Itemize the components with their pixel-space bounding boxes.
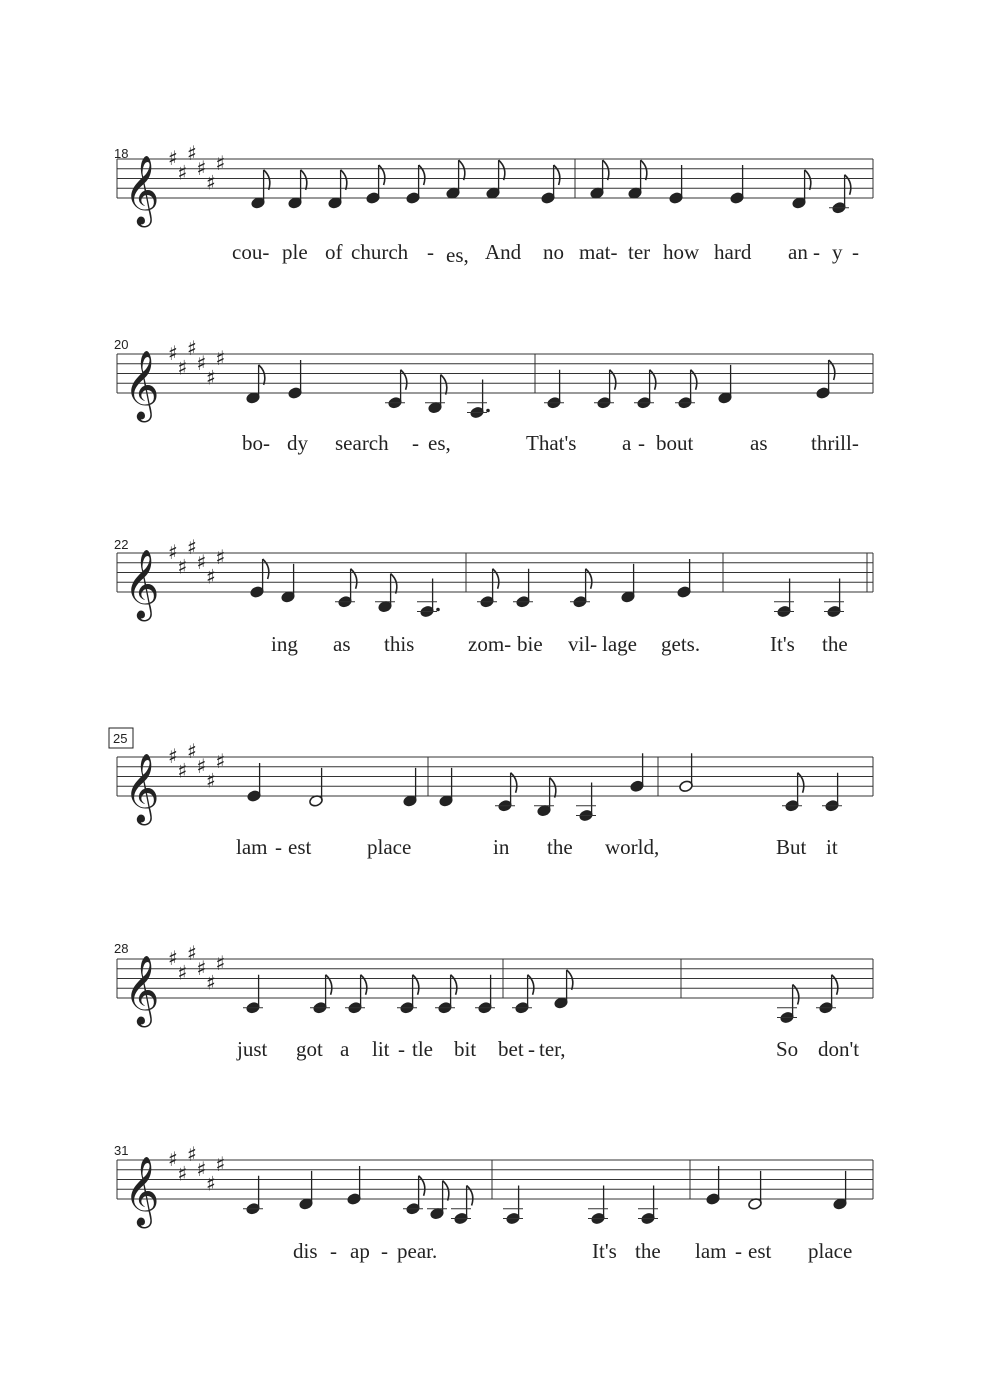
note-flag: [379, 165, 385, 185]
lyric-hyphen: -: [735, 1239, 742, 1263]
note-flag: [832, 975, 838, 995]
staff-system: [117, 1142, 873, 1228]
note-flag: [511, 773, 517, 793]
lyric-syllable: es,: [446, 243, 469, 267]
measure-number-20: 20: [114, 337, 129, 352]
note-flag: [443, 1181, 449, 1201]
lyric-syllable: gets.: [661, 632, 701, 656]
lyric-syllable: church: [351, 240, 409, 264]
sharp-icon: ♯: [196, 155, 207, 180]
lyric-syllable: dis: [293, 1239, 318, 1263]
lyric-syllable: bout: [656, 431, 694, 455]
sharp-icon: ♯: [206, 564, 216, 589]
lyric-syllable: no: [543, 240, 564, 264]
staff-system: [117, 941, 873, 1027]
lyric-syllable: bo-: [242, 431, 270, 455]
sharp-icon: ♯: [187, 141, 197, 166]
sharp-icon: ♯: [215, 748, 226, 773]
staff-system: [117, 336, 873, 422]
note-flag: [391, 574, 397, 594]
lyric-syllable: pear.: [397, 1239, 438, 1263]
measure-number-28: 28: [114, 941, 129, 956]
sharp-icon: ♯: [206, 365, 216, 390]
note-flag: [441, 375, 447, 395]
lyric-hyphen: -: [412, 431, 419, 455]
sharp-icon: ♯: [215, 345, 226, 370]
lyric-syllable: est: [288, 835, 312, 859]
lyric-syllable: in: [493, 835, 510, 859]
note-dot: [436, 608, 440, 612]
lyric-syllable: ing: [271, 632, 298, 656]
sharp-icon: ♯: [206, 170, 216, 195]
sharp-icon: ♯: [206, 970, 216, 995]
lyric-syllable: mat-: [579, 240, 618, 264]
note-flag: [341, 170, 347, 190]
lyric-syllable: It's: [770, 632, 795, 656]
lyric-syllable: bie: [517, 632, 543, 656]
lyric-syllable: It's: [592, 1239, 617, 1263]
lyric-syllable: dy: [287, 431, 308, 455]
sharp-icon: ♯: [177, 160, 188, 185]
lyric-syllable: es,: [428, 431, 451, 455]
sharp-icon: ♯: [206, 1171, 216, 1196]
note-flag: [691, 370, 697, 390]
lyric-syllable: search: [335, 431, 389, 455]
staves: [117, 141, 873, 1228]
note-flag: [467, 1186, 473, 1206]
lyric-syllable: place: [808, 1239, 853, 1263]
sharp-icon: ♯: [177, 960, 188, 985]
note-flag: [829, 360, 835, 380]
lyric-syllable: bet: [498, 1037, 524, 1061]
note-flag: [554, 165, 560, 185]
lyric-syllable: hard: [714, 240, 752, 264]
lyric-hyphen: -: [528, 1037, 535, 1061]
note-flag: [264, 170, 270, 190]
lyric-syllable: lage: [602, 632, 637, 656]
treble-clef-icon: 𝄞: [124, 1156, 160, 1226]
note-flag: [326, 975, 332, 995]
lyric-hyphen: -: [813, 240, 820, 264]
sharp-icon: ♯: [168, 146, 178, 170]
lyric-syllable: of: [325, 240, 343, 264]
note-flag: [845, 175, 851, 195]
lyric-syllable: this: [384, 632, 415, 656]
sharp-icon: ♯: [196, 350, 207, 375]
note-flag: [528, 975, 534, 995]
lyric-syllable: the: [547, 835, 573, 859]
lyric-hyphen: -: [427, 240, 434, 264]
text-layer: [109, 146, 859, 1263]
lyric-syllable: thrill-: [811, 431, 859, 455]
lyric-syllable: as: [750, 431, 768, 455]
note-flag: [567, 970, 573, 990]
lyric-syllable: don't: [818, 1037, 860, 1061]
sharp-icon: ♯: [187, 739, 197, 764]
sharp-icon: ♯: [168, 341, 178, 365]
note-flag: [263, 559, 269, 579]
lyric-syllable: est: [748, 1239, 772, 1263]
lyric-syllable: got: [296, 1037, 323, 1061]
note-flag: [419, 1176, 425, 1196]
lyric-syllable: it: [826, 835, 838, 859]
note-flag: [650, 370, 656, 390]
music-marks: [243, 160, 851, 1225]
note-flag: [805, 170, 811, 190]
lyric-syllable: y: [832, 240, 843, 264]
sharp-icon: ♯: [215, 544, 226, 569]
lyric-hyphen: -: [398, 1037, 405, 1061]
lyric-syllable: a: [622, 431, 632, 455]
sharp-icon: ♯: [177, 758, 188, 783]
lyric-syllable: zom-: [468, 632, 512, 656]
sharp-icon: ♯: [177, 554, 188, 579]
sharp-icon: ♯: [168, 540, 178, 564]
sharp-icon: ♯: [206, 768, 216, 793]
note-flag: [493, 569, 499, 589]
measure-number-18: 18: [114, 146, 129, 161]
measure-number-25: 25: [113, 731, 128, 746]
staff-system: [117, 535, 873, 621]
sharp-icon: ♯: [187, 1142, 197, 1167]
note-flag: [798, 773, 804, 793]
sharp-icon: ♯: [187, 336, 197, 361]
lyric-hyphen: -: [381, 1239, 388, 1263]
lyric-hyphen: -: [330, 1239, 337, 1263]
lyric-syllable: just: [237, 1037, 268, 1061]
lyric-syllable: a: [340, 1037, 350, 1061]
lyric-hyphen: -: [275, 835, 282, 859]
sharp-icon: ♯: [177, 355, 188, 380]
lyric-syllable: lit: [372, 1037, 390, 1061]
note-flag: [351, 569, 357, 589]
lyric-syllable: That's: [526, 431, 577, 455]
lyric-syllable: bit: [454, 1037, 477, 1061]
lyric-syllable: lam: [695, 1239, 727, 1263]
lyric-syllable: the: [822, 632, 848, 656]
measure-number-22: 22: [114, 537, 129, 552]
note-flag: [361, 975, 367, 995]
sharp-icon: ♯: [196, 955, 207, 980]
lyric-syllable: ap: [350, 1239, 370, 1263]
sharp-icon: ♯: [196, 753, 207, 778]
sharp-icon: ♯: [168, 744, 178, 768]
treble-clef-icon: 𝄞: [124, 955, 160, 1025]
sharp-icon: ♯: [196, 549, 207, 574]
sharp-icon: ♯: [215, 950, 226, 975]
sharp-icon: ♯: [196, 1156, 207, 1181]
sharp-icon: ♯: [187, 535, 197, 560]
lyric-syllable: And: [485, 240, 522, 264]
note-flag: [641, 160, 647, 180]
treble-clef-icon: 𝄞: [124, 753, 160, 823]
lyric-syllable: vil-: [568, 632, 598, 656]
sharp-icon: ♯: [187, 941, 197, 966]
note-flag: [419, 165, 425, 185]
lyric-syllable: ter: [628, 240, 651, 264]
sharp-icon: ♯: [177, 1161, 188, 1186]
lyric-syllable: lam: [236, 835, 268, 859]
lyric-syllable: But: [776, 835, 807, 859]
note-flag: [413, 975, 419, 995]
lyric-syllable: an: [788, 240, 808, 264]
note-flag: [586, 569, 592, 589]
treble-clef-icon: 𝄞: [124, 155, 160, 225]
note-flag: [793, 985, 799, 1005]
measure-number-31: 31: [114, 1143, 129, 1158]
sharp-icon: ♯: [168, 1147, 178, 1171]
treble-clef-icon: 𝄞: [124, 350, 160, 420]
lyric-syllable: cou-: [232, 240, 270, 264]
lyric-syllable: ter,: [539, 1037, 566, 1061]
note-flag: [459, 160, 465, 180]
lyric-syllable: So: [776, 1037, 799, 1061]
note-flag: [401, 370, 407, 390]
lyric-syllable: tle: [412, 1037, 433, 1061]
note-dot: [486, 409, 490, 413]
lyric-syllable: the: [635, 1239, 661, 1263]
lyric-hyphen: -: [638, 431, 645, 455]
sharp-icon: ♯: [215, 150, 226, 175]
sharp-icon: ♯: [215, 1151, 226, 1176]
note-flag: [603, 160, 609, 180]
note-flag: [451, 975, 457, 995]
note-flag: [259, 365, 265, 385]
lyric-syllable: how: [663, 240, 700, 264]
sharp-icon: ♯: [168, 946, 178, 970]
staff-system: [117, 141, 873, 227]
note-flag: [610, 370, 616, 390]
staff-system: [117, 739, 873, 825]
lyric-syllable: as: [333, 632, 351, 656]
lyric-hyphen: -: [852, 240, 859, 264]
lyric-syllable: place: [367, 835, 412, 859]
lyric-syllable: world,: [605, 835, 660, 859]
treble-clef-icon: 𝄞: [124, 549, 160, 619]
note-flag: [301, 170, 307, 190]
lyric-syllable: ple: [282, 240, 308, 264]
note-flag: [550, 778, 556, 798]
note-flag: [499, 160, 505, 180]
